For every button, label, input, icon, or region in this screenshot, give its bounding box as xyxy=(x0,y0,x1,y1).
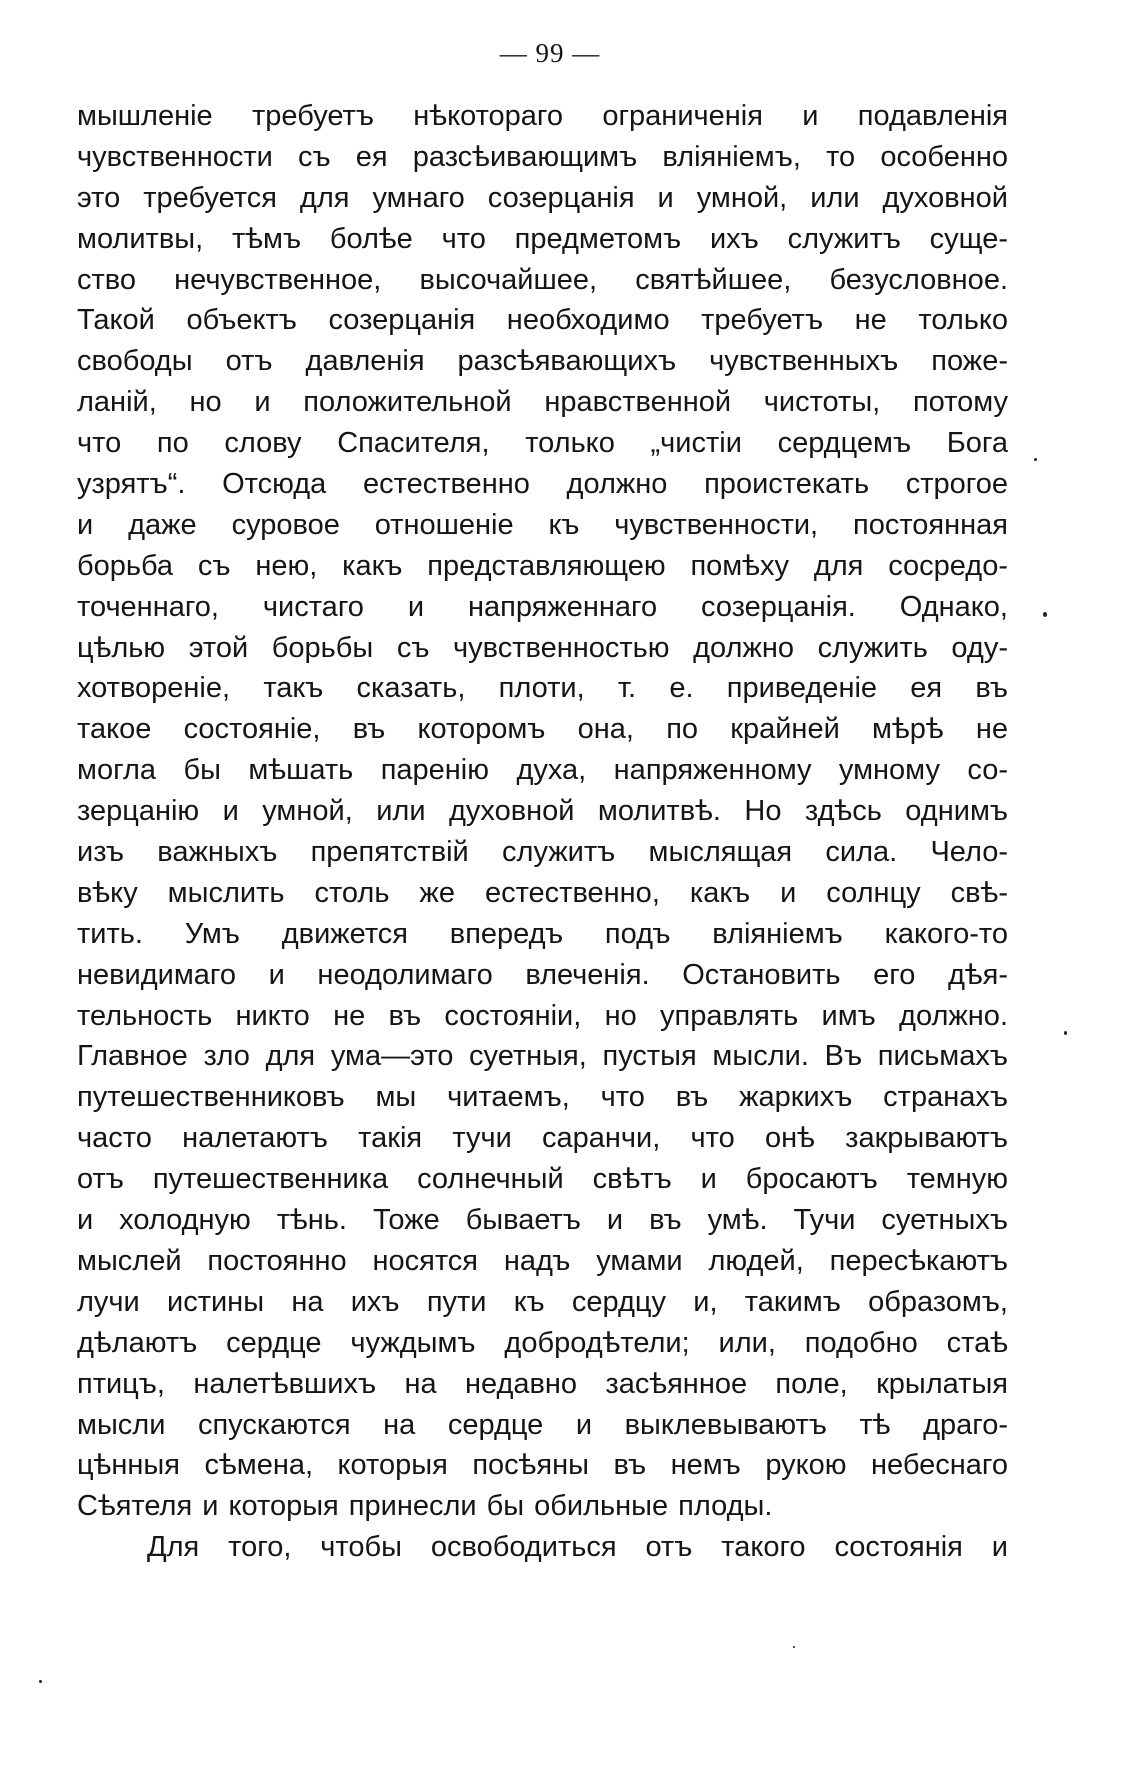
text-line: это требуется для умнаго созерцанія и умной, или духовной xyxy=(77,181,1008,214)
text-line: лучи истины на ихъ пути къ сердцу и, такимъ образомъ, xyxy=(77,1285,1008,1318)
scan-speck xyxy=(1034,458,1037,461)
text-line: зерцанію и умной, или духовной молитвѣ. Но здѣсь однимъ xyxy=(77,795,1008,828)
text-line: что по слову Спасителя, только „чистіи сердцемъ Бога xyxy=(77,427,1008,460)
text-line: и холодную тѣнь. Тоже бываетъ и въ умѣ. Тучи суетныхъ xyxy=(77,1204,1008,1237)
scan-speck xyxy=(39,1680,42,1683)
text-line: изъ важныхъ препятствій служитъ мыслящая сила. Чело- xyxy=(77,836,1008,869)
text-line: Главное зло для ума—это суетныя, пустыя мысли. Въ письмахъ xyxy=(77,1040,1008,1073)
text-line: и даже суровое отношеніе къ чувственности, постоянная xyxy=(77,508,1008,541)
text-line: чувственности съ ея разсѣивающимъ вліяніемъ, то особенно xyxy=(77,140,1008,173)
text-line: дѣлаютъ сердце чуждымъ добродѣтели; или, подобно стаѣ xyxy=(77,1326,1008,1359)
text-line: цѣнныя сѣмена, которыя посѣяны въ немъ рукою небеснаго xyxy=(77,1449,1008,1482)
text-line: путешественниковъ мы читаемъ, что въ жаркихъ странахъ xyxy=(77,1081,1008,1114)
text-line: вѣку мыслить столь же естественно, какъ и солнцу свѣ- xyxy=(77,876,1008,909)
paragraph-end-line: Сѣятеля и которыя принесли бы обильные плоды. xyxy=(77,1490,773,1523)
body-text xyxy=(77,96,1008,1568)
text-line: точеннаго, чистаго и напряженнаго созерцанія. Однако, xyxy=(77,590,1008,623)
paragraph-start-line: Для того, чтобы освободиться отъ такого состоянія и xyxy=(147,1531,1008,1564)
text-line: тельность никто не въ состояніи, но управлять имъ должно. xyxy=(77,999,1008,1032)
text-line: птицъ, налетѣвшихъ на недавно засѣянное поле, крылатыя xyxy=(77,1367,1008,1400)
scan-speck xyxy=(1064,1031,1067,1035)
text-line: такое состояніе, въ которомъ она, по крайней мѣрѣ не xyxy=(77,713,1008,746)
scan-speck xyxy=(1043,612,1047,617)
text-line: мыслей постоянно носятся надъ умами людей, пересѣкаютъ xyxy=(77,1244,1008,1277)
page-number: — 99 — xyxy=(499,38,601,68)
scan-speck xyxy=(793,1646,795,1648)
text-line: цѣлью этой борьбы съ чувственностью должно служить оду- xyxy=(77,631,1008,664)
text-line: могла бы мѣшать паренію духа, напряженному умному со- xyxy=(77,754,1008,787)
text-line: отъ путешественника солнечный свѣтъ и бросаютъ темную xyxy=(77,1163,1008,1196)
text-line: ланій, но и положительной нравственной чистоты, потому xyxy=(77,386,1008,419)
text-line: часто налетаютъ такія тучи саранчи, что онѣ закрываютъ xyxy=(77,1122,1008,1155)
text-line: Такой объектъ созерцанія необходимо требуетъ не только xyxy=(77,304,1008,337)
text-line: узрятъ“. Отсюда естественно должно проистекать строгое xyxy=(77,468,1008,501)
text-line: тить. Умъ движется впередъ подъ вліяніемъ какого-то xyxy=(77,917,1008,950)
text-line: молитвы, тѣмъ болѣе что предметомъ ихъ служитъ суще- xyxy=(77,222,1008,255)
text-line: невидимаго и неодолимаго влеченія. Остановить его дѣя- xyxy=(77,958,1008,991)
text-line: мышленіе требуетъ нѣкотораго ограниченія и подавленія xyxy=(77,100,1008,132)
text-line: ство нечувственное, высочайшее, святѣйшее, безусловное. xyxy=(77,263,1008,296)
text-line: свободы отъ давленія разсѣявающихъ чувственныхъ поже- xyxy=(77,345,1008,378)
text-line: мысли спускаются на сердце и выклевываютъ тѣ драго- xyxy=(77,1408,1008,1441)
text-line: хотвореніе, такъ сказать, плоти, т. е. приведеніе ея въ xyxy=(77,672,1008,705)
text-line: борьба съ нею, какъ представляющею помѣху для сосредо- xyxy=(77,549,1008,582)
